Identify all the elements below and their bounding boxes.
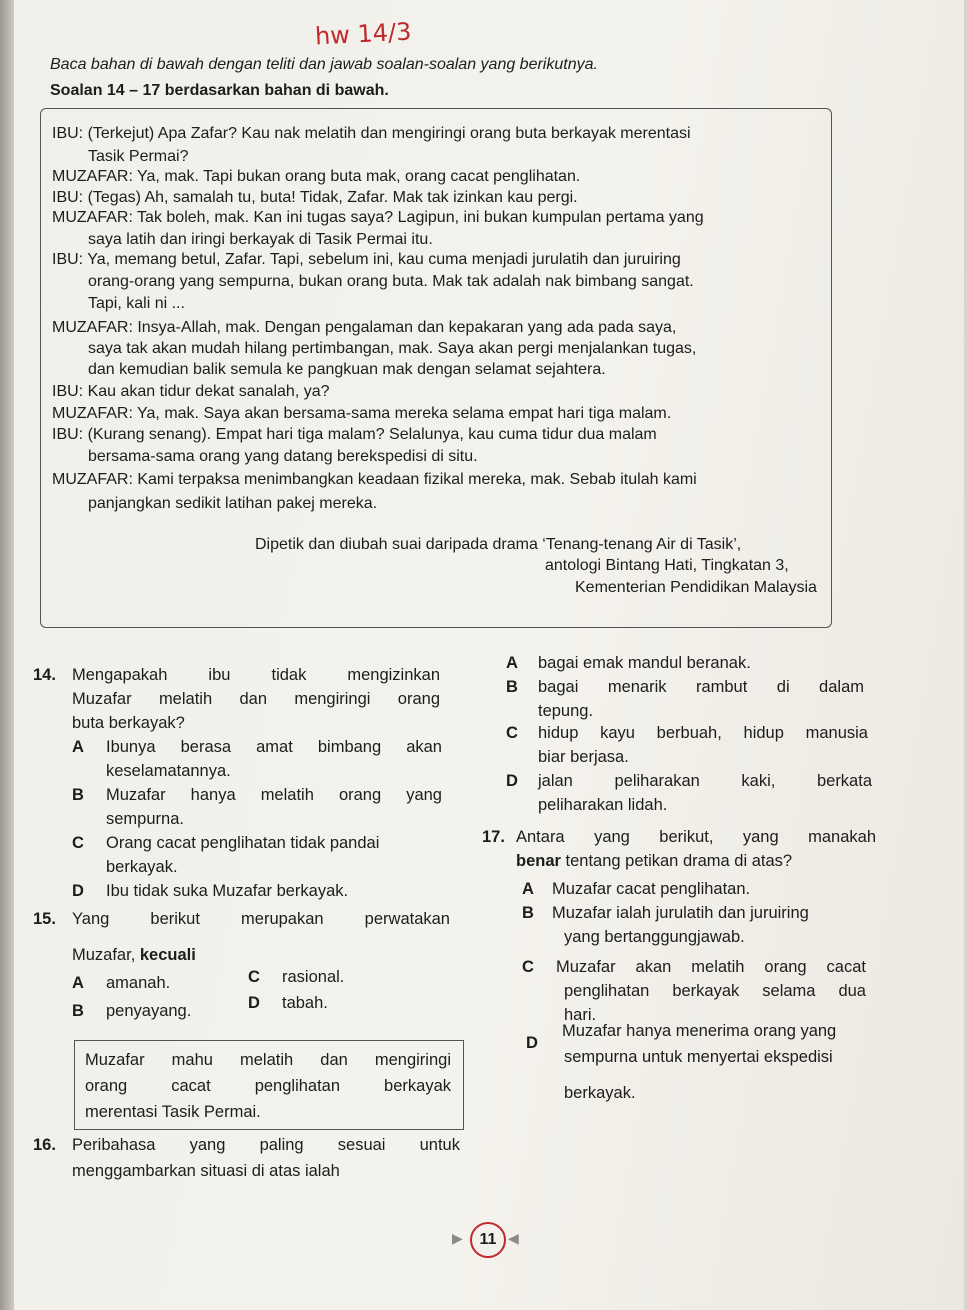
q17-option-a[interactable]: Muzafar cacat penglihatan. xyxy=(552,880,751,898)
passage-line: IBU: (Terkejut) Apa Zafar? Kau nak melatih dan mengiringi orang buta berkayak merentasi xyxy=(52,125,691,142)
instruction-text: Baca bahan di bawah dengan teliti dan jawab soalan-soalan yang berikutnya. xyxy=(50,56,598,73)
q16-option-b[interactable]: bagai menarik rambut di dalam xyxy=(538,678,864,696)
question-14-number: 14. xyxy=(33,666,56,684)
passage-line: MUZAFAR: Ya, mak. Saya akan bersama-sama mereka selama empat hari tiga malam. xyxy=(52,405,672,422)
option-letter: A xyxy=(506,654,518,672)
q14-option-a[interactable]: keselamatannya. xyxy=(106,762,231,780)
q14-option-c[interactable]: Orang cacat penglihatan tidak pandai xyxy=(106,834,380,852)
option-letter: B xyxy=(72,786,84,804)
question-14-stem: Mengapakah ibu tidak mengizinkan xyxy=(72,666,440,684)
stem-text: tentang petikan drama di atas? xyxy=(560,852,793,870)
question-14-stem: buta berkayak? xyxy=(72,714,185,732)
q14-option-a[interactable]: Ibunya berasa amat bimbang akan xyxy=(106,738,442,756)
q14-option-b[interactable]: sempurna. xyxy=(106,810,184,828)
passage-line: MUZAFAR: Ya, mak. Tapi bukan orang buta mak, orang cacat penglihatan. xyxy=(52,168,581,185)
q16-option-d[interactable]: peliharakan lidah. xyxy=(538,796,668,814)
option-letter: C xyxy=(506,724,518,742)
q15-option-a[interactable]: amanah. xyxy=(106,974,171,992)
question-17-stem xyxy=(516,850,792,872)
passage-line: IBU: Kau akan tidur dekat sanalah, ya? xyxy=(52,383,330,400)
option-letter: D xyxy=(72,882,84,900)
q17-option-d[interactable]: Muzafar hanya menerima orang yang xyxy=(562,1022,837,1040)
situation-line: orang cacat penglihatan berkayak xyxy=(85,1077,451,1095)
question-14-stem: Muzafar melatih dan mengiringi orang xyxy=(72,690,440,708)
option-letter: A xyxy=(522,880,534,898)
option-letter: C xyxy=(248,968,260,986)
q15-option-c[interactable]: rasional. xyxy=(282,968,345,986)
question-15-stem: Yang berikut merupakan perwatakan xyxy=(72,910,450,928)
option-letter: A xyxy=(72,738,84,756)
source-citation-line: Kementerian Pendidikan Malaysia xyxy=(575,579,817,596)
question-16-stem: Peribahasa yang paling sesuai untuk xyxy=(72,1136,460,1154)
q14-option-d[interactable]: Ibu tidak suka Muzafar berkayak. xyxy=(106,882,349,900)
question-17-stem: Antara yang berikut, yang manakah xyxy=(516,828,876,846)
q16-option-b[interactable]: tepung. xyxy=(538,702,594,720)
triangle-right-icon: ▶ xyxy=(452,1230,463,1246)
passage-line: MUZAFAR: Tak boleh, mak. Kan ini tugas saya? Lagipun, ini bukan kumpulan pertama yang xyxy=(52,209,704,226)
passage-line: bersama-sama orang yang datang berekspedisi di situ. xyxy=(88,448,478,465)
passage-line: panjangkan sedikit latihan pakej mereka. xyxy=(88,495,378,512)
question-16-number: 16. xyxy=(33,1136,56,1154)
passage-line: saya latih dan iringi berkayak di Tasik Permai itu. xyxy=(88,231,433,248)
passage-line: Tapi, kali ni ... xyxy=(88,295,185,312)
passage-line: Tasik Permai? xyxy=(88,148,189,165)
q16-option-a[interactable]: bagai emak mandul beranak. xyxy=(538,654,751,672)
option-letter: C xyxy=(72,834,84,852)
situation-line: merentasi Tasik Permai. xyxy=(85,1103,261,1121)
q17-option-c[interactable]: hari. xyxy=(564,1006,597,1024)
situation-box xyxy=(74,1040,464,1130)
option-letter: A xyxy=(72,974,84,992)
passage-line: IBU: (Tegas) Ah, samalah tu, buta! Tidak, Zafar. Mak tak izinkan kau pergi. xyxy=(52,189,578,206)
q15-option-b[interactable]: penyayang. xyxy=(106,1002,192,1020)
option-letter: C xyxy=(522,958,534,976)
question-17-number: 17. xyxy=(482,828,505,846)
source-citation-line: antologi Bintang Hati, Tingkatan 3, xyxy=(545,557,789,574)
emphasis-kecuali: kecuali xyxy=(139,946,196,964)
option-letter: B xyxy=(522,904,534,922)
passage-line: orang-orang yang sempurna, bukan orang buta. Mak tak adalah nak bimbang sangat. xyxy=(88,273,694,290)
q14-option-c[interactable]: berkayak. xyxy=(106,858,178,876)
triangle-left-icon: ◀ xyxy=(508,1230,519,1246)
passage-line: MUZAFAR: Insya-Allah, mak. Dengan pengalaman dan kepakaran yang ada pada saya, xyxy=(52,319,677,336)
q14-option-b[interactable]: Muzafar hanya melatih orang yang xyxy=(106,786,442,804)
option-letter: B xyxy=(72,1002,84,1020)
passage-line: dan kemudian balik semula ke pangkuan mak dengan selamat sejahtera. xyxy=(88,361,606,378)
source-citation-line: Dipetik dan diubah suai daripada drama ‘Tenang-tenang Air di Tasik’, xyxy=(255,536,742,553)
q16-option-c[interactable]: hidup kayu berbuah, hidup manusia xyxy=(538,724,868,742)
passage-line: IBU: (Kurang senang). Empat hari tiga malam? Selalunya, kau cuma tidur dua malam xyxy=(52,426,657,443)
book-binding xyxy=(0,0,14,1310)
stem-text: Muzafar, xyxy=(72,946,140,964)
passage-line: IBU: Ya, memang betul, Zafar. Tapi, sebelum ini, kau cuma menjadi jurulatih dan juruiring xyxy=(52,251,681,268)
q16-option-c[interactable]: biar berjasa. xyxy=(538,748,629,766)
option-letter: D xyxy=(526,1034,538,1052)
option-letter: D xyxy=(248,994,260,1012)
q16-option-d[interactable]: jalan peliharakan kaki, berkata xyxy=(538,772,872,790)
question-15-stem xyxy=(72,944,196,966)
situation-line: Muzafar mahu melatih dan mengiringi xyxy=(85,1051,451,1069)
question-15-number: 15. xyxy=(33,910,56,928)
handwritten-note: hw 14/3 xyxy=(314,17,413,51)
q17-option-c[interactable]: Muzafar akan melatih orang cacat xyxy=(556,958,866,976)
q17-option-d[interactable]: berkayak. xyxy=(564,1084,636,1102)
q17-option-b[interactable]: yang bertanggungjawab. xyxy=(564,928,745,946)
emphasis-benar: benar xyxy=(516,852,561,870)
question-range-heading: Soalan 14 – 17 berdasarkan bahan di bawah. xyxy=(50,82,389,99)
q17-option-c[interactable]: penglihatan berkayak selama dua xyxy=(564,982,866,1000)
question-16-stem: menggambarkan situasi di atas ialah xyxy=(72,1162,340,1180)
option-letter: D xyxy=(506,772,518,790)
page-number: 11 xyxy=(470,1222,506,1258)
option-letter: B xyxy=(506,678,518,696)
passage-line: MUZAFAR: Kami terpaksa menimbangkan keadaan fizikal mereka, mak. Sebab itulah kami xyxy=(52,471,697,488)
q15-option-d[interactable]: tabah. xyxy=(282,994,328,1012)
q17-option-d[interactable]: sempurna untuk menyertai ekspedisi xyxy=(564,1048,833,1066)
q17-option-b[interactable]: Muzafar ialah jurulatih dan juruiring xyxy=(552,904,809,922)
passage-line: saya tak akan mudah hilang pertimbangan, mak. Saya akan pergi menjalankan tugas, xyxy=(88,340,697,357)
